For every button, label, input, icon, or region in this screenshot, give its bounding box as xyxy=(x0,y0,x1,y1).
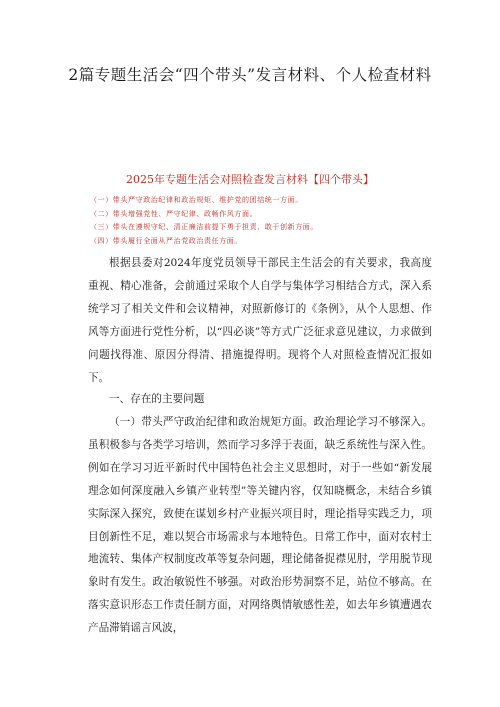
topic-item: （二）带头增强党性、严守纪律、政畅作风方面。 xyxy=(90,209,258,218)
section-heading: 一、存在的主要问题 xyxy=(109,393,205,405)
document-title: 2篇专题生活会“四个带头”发言材料、个人检查材料 xyxy=(68,66,432,84)
section-paragraph: （一）带头严守政治纪律和政治规矩方面。政治理论学习不够深入。虽积极参与各类学习培训，然而学习多浮于表面，缺乏系统性与深入性。例如在学习习近平新时代中国特色社会主义思想时，对于一些如“新发展理念如何深度融入乡镇产业转型”等关键内容，仅知晓概念，未结合乡镇实际深入探究，致使在谋划乡村产业振兴项目时，理论指导实践乏力，项目创新性不足，难以契合市场需求与本地特色。日常工作中，面对农村土地流转、集体产权制度改革等复杂问题，理论储备捉襟见肘，学用脱节现象时有发生。政治敏锐性不够强。对政治形势洞察不足，站位不够高。在落实意识形态工作责任制方面，对网络舆情敏感性差，如去年乡镇遭遇农产品滞销谣言风波， xyxy=(88,416,432,635)
intro-paragraph: 根据县委对2024年度党员领导干部民主生活会的有关要求，我高度重视、精心准备，会前通过采取个人自学与集体学习相结合方式，深入系统学习了相关文件和会议精神，对照新修订的《条例》，从个人思想、作风等方面进行党性分析，以“四必谈”等方式广泛征求意见建议，力求做到问题找得准、原因分得清、措施提得明。现将个人对照检查情况汇报如下。 xyxy=(88,257,432,384)
topic-item: （一）带头严守政治纪律和政治规矩、维护党的团结统一方面。 xyxy=(90,196,303,204)
topic-item: （四）带头履行全面从严治党政治责任方面。 xyxy=(90,236,242,245)
document-subtitle: 2025年专题生活会对照检查发言材料【四个带头】 xyxy=(126,173,374,186)
topic-list xyxy=(90,194,410,248)
topic-item: （三）带头在遵规守纪、清正廉洁前提下勇于担责、敢于创新方面。 xyxy=(90,223,318,231)
